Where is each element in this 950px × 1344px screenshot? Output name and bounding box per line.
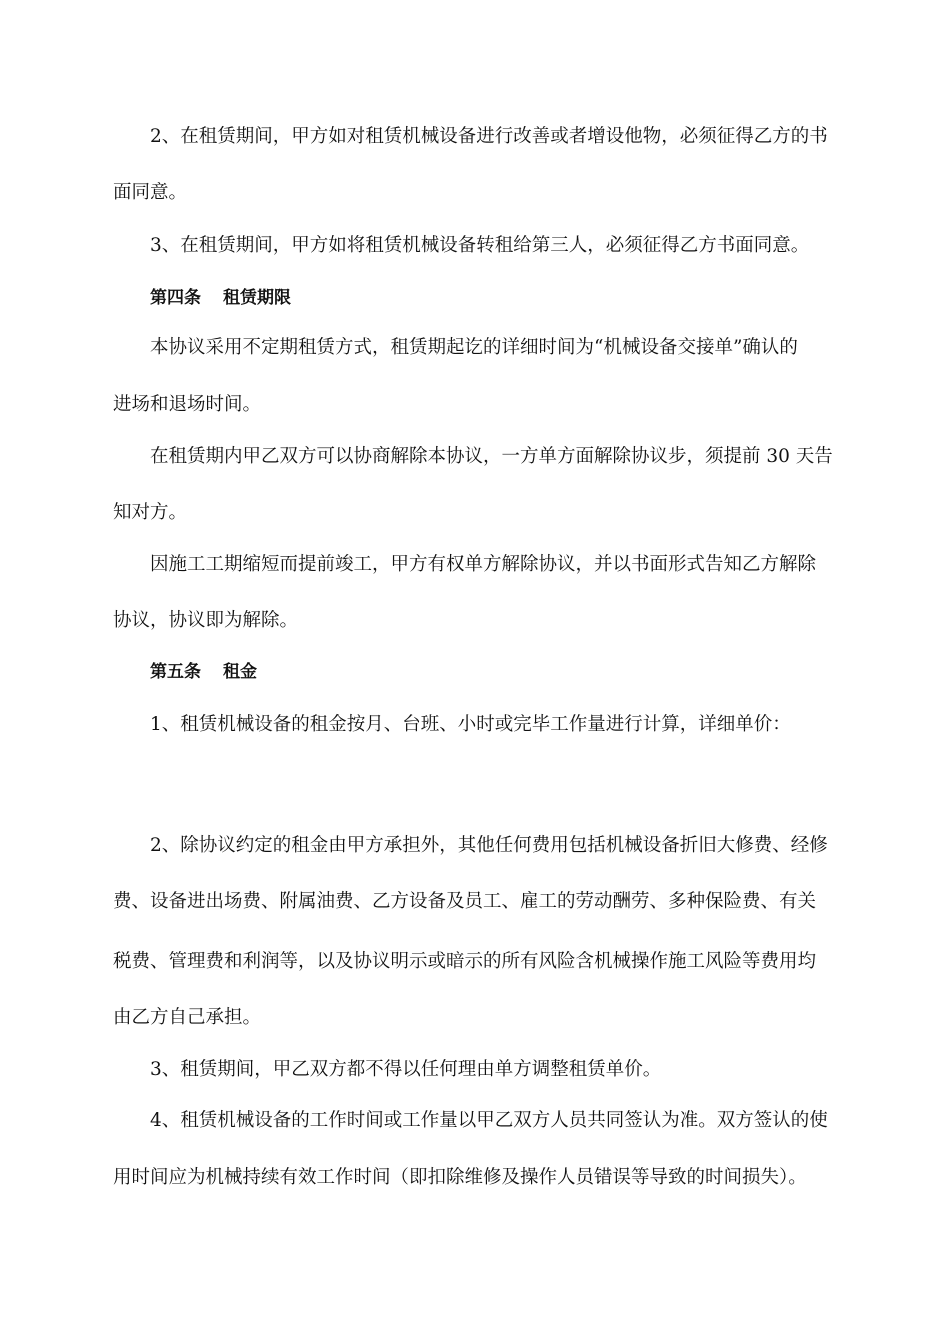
section-heading-5 [150, 660, 257, 684]
clause-5-item-3: 3、租赁期间，甲乙双方都不得以任何理由单方调整租赁单价。 [150, 1059, 662, 1080]
clause-3-item-2-line-2: 面同意。 [113, 182, 188, 203]
section-heading-4-number: 第四条 [150, 288, 201, 308]
clause-5-item-2-line-2: 费、设备进出场费、附属油费、乙方设备及员工、雇工的劳动酬劳、多种保险费、有关 [113, 891, 817, 912]
section-heading-5-title: 租金 [223, 662, 257, 682]
clause-5-item-2-line-3: 税费、管理费和利润等，以及协议明示或暗示的所有风险含机械操作施工风险等费用均 [113, 951, 817, 972]
clause-4-para-2-line-1: 在租赁期内甲乙双方可以协商解除本协议，一方单方面解除协议步，须提前 30 天告 [150, 446, 833, 467]
section-heading-4-title: 租赁期限 [223, 288, 291, 308]
clause-5-item-1: 1、租赁机械设备的租金按月、台班、小时或完毕工作量进行计算，详细单价： [150, 714, 791, 735]
clause-5-item-2-line-4: 由乙方自己承担。 [113, 1007, 262, 1028]
clause-3-item-2-line-1: 2、在租赁期间，甲方如对租赁机械设备进行改善或者增设他物，必须征得乙方的书 [150, 126, 828, 147]
section-heading-5-number: 第五条 [150, 662, 201, 682]
clause-4-para-2-line-2: 知对方。 [113, 502, 188, 523]
clause-5-item-4-line-1: 4、租赁机械设备的工作时间或工作量以甲乙双方人员共同签认为准。双方签认的使 [150, 1110, 828, 1131]
clause-5-item-2-line-1: 2、除协议约定的租金由甲方承担外，其他任何费用包括机械设备折旧大修费、经修 [150, 835, 828, 856]
clause-3-item-3: 3、在租赁期间，甲方如将租赁机械设备转租给第三人，必须征得乙方书面同意。 [150, 235, 810, 256]
clause-4-para-3-line-1: 因施工工期缩短而提前竣工，甲方有权单方解除协议，并以书面形式告知乙方解除 [150, 554, 817, 575]
clause-4-para-1-line-2: 进场和退场时间。 [113, 394, 262, 415]
section-heading-4 [150, 286, 291, 310]
clause-4-para-1-line-1: 本协议采用不定期租赁方式，租赁期起讫的详细时间为“机械设备交接单”确认的 [150, 337, 798, 358]
clause-4-para-3-line-2: 协议，协议即为解除。 [113, 610, 299, 631]
clause-5-item-4-line-2: 用时间应为机械持续有效工作时间（即扣除维修及操作人员错误等导致的时间损失）。 [113, 1167, 807, 1188]
